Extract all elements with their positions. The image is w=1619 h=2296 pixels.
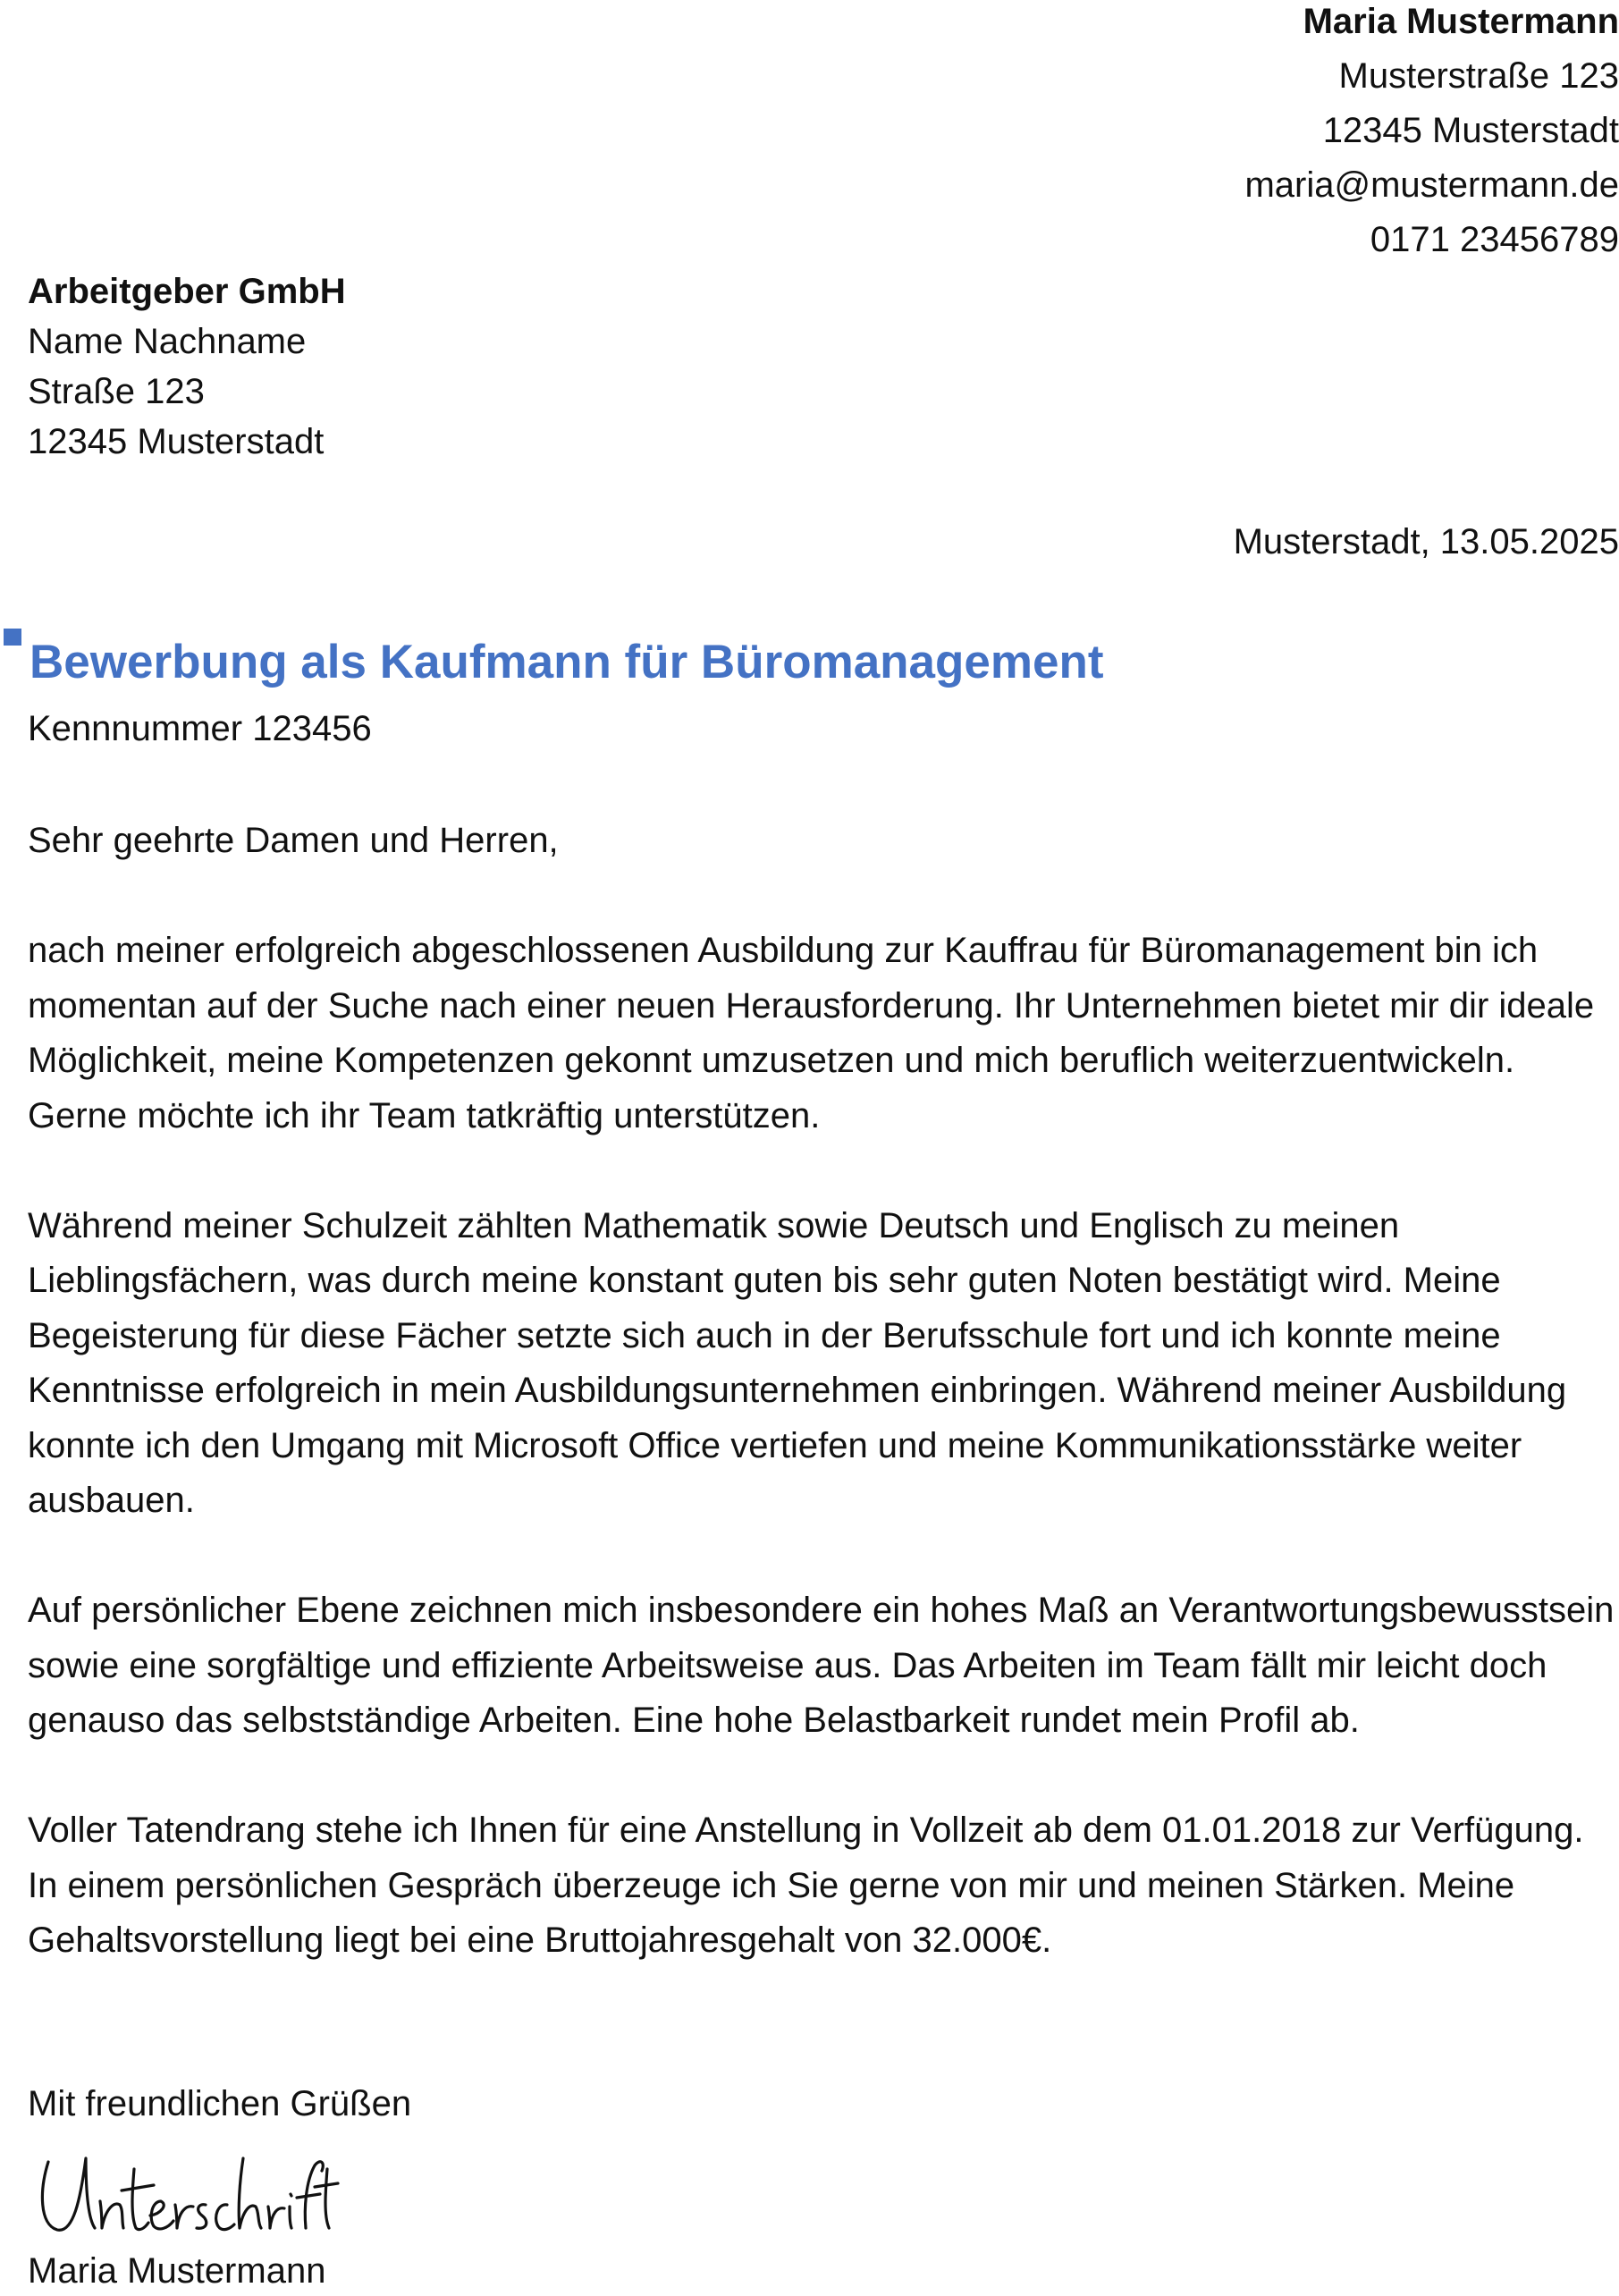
paragraph-4: Voller Tatendrang stehe ich Ihnen für eine Anstellung in Vollzeit ab dem 01.01.2018 zur Verfügung. In einem persönlichen Gespräch überzeuge ich Sie gerne von mir und meinen Stärken. Meine Gehaltsvorstellung liegt bei eine Bruttojahresgehalt von 32.000€. <box>28 1811 1584 1960</box>
recipient-street: Straße 123 <box>28 372 205 411</box>
handwritten-signature <box>36 2146 340 2244</box>
subject-heading: Bewerbung als Kaufmann für Büromanagement <box>30 636 1104 688</box>
paragraph-3: Auf persönlicher Ebene zeichnen mich insbesondere ein hohes Maß an Verantwortungsbewusstsein sowie eine sorgfältige und effiziente Arbeitsweise aus. Das Arbeiten im Team fällt mir leicht doch genauso das selbstständige Arbeiten. Eine hohe Belastbarkeit rundet mein Profil ab. <box>28 1591 1615 1740</box>
salutation: Sehr geehrte Damen und Herren, <box>28 821 559 860</box>
recipient-address <box>28 266 346 467</box>
subject-marker <box>4 629 21 646</box>
sender-street: Musterstraße 123 <box>1338 56 1619 96</box>
sender-name: Maria Mustermann <box>1303 2 1619 41</box>
sender-city: 12345 Musterstadt <box>1322 111 1619 150</box>
date-line: Musterstadt, 13.05.2025 <box>1233 522 1619 561</box>
recipient-contact: Name Nachname <box>28 322 307 361</box>
paragraph-2: Während meiner Schulzeit zählten Mathematik sowie Deutsch und Englisch zu meinen Lieblingsfächern, was durch meine konstant guten bis sehr guten Noten bestätigt wird. Meine Begeisterung für diese Fächer setzte sich auch in der Berufsschule fort und ich konnte meine Kenntnisse erfolgreich in mein Ausbildungsunternehmen einbringen. Während meiner Ausbildung konnte ich den Umgang mit Microsoft Office vertiefen und meine Kommunikationsstärke weiter ausbauen. <box>28 1205 1567 1520</box>
letter-body <box>28 814 1619 2023</box>
sender-phone: 0171 23456789 <box>1370 220 1619 259</box>
sender-address <box>993 0 1619 267</box>
sender-email: maria@mustermann.de <box>1244 165 1619 205</box>
signer-name: Maria Mustermann <box>28 2251 326 2291</box>
paragraph-1: nach meiner erfolgreich abgeschlossenen Ausbildung zur Kauffrau für Büromanagement bin ich momentan auf der Suche nach einer neuen Herausforderung. Ihr Unternehmen bietet mir dir ideale Möglichkeit, meine Kompetenzen gekonnt umzusetzen und mich beruflich weiterzuentwickeln. Gerne möchte ich ihr Team tatkräftig unterstützen. <box>28 931 1595 1135</box>
recipient-company: Arbeitgeber GmbH <box>28 272 346 311</box>
reference-number: Kennnummer 123456 <box>28 709 372 748</box>
closing: Mit freundlichen Grüßen <box>28 2084 412 2123</box>
recipient-city: 12345 Musterstadt <box>28 422 325 461</box>
